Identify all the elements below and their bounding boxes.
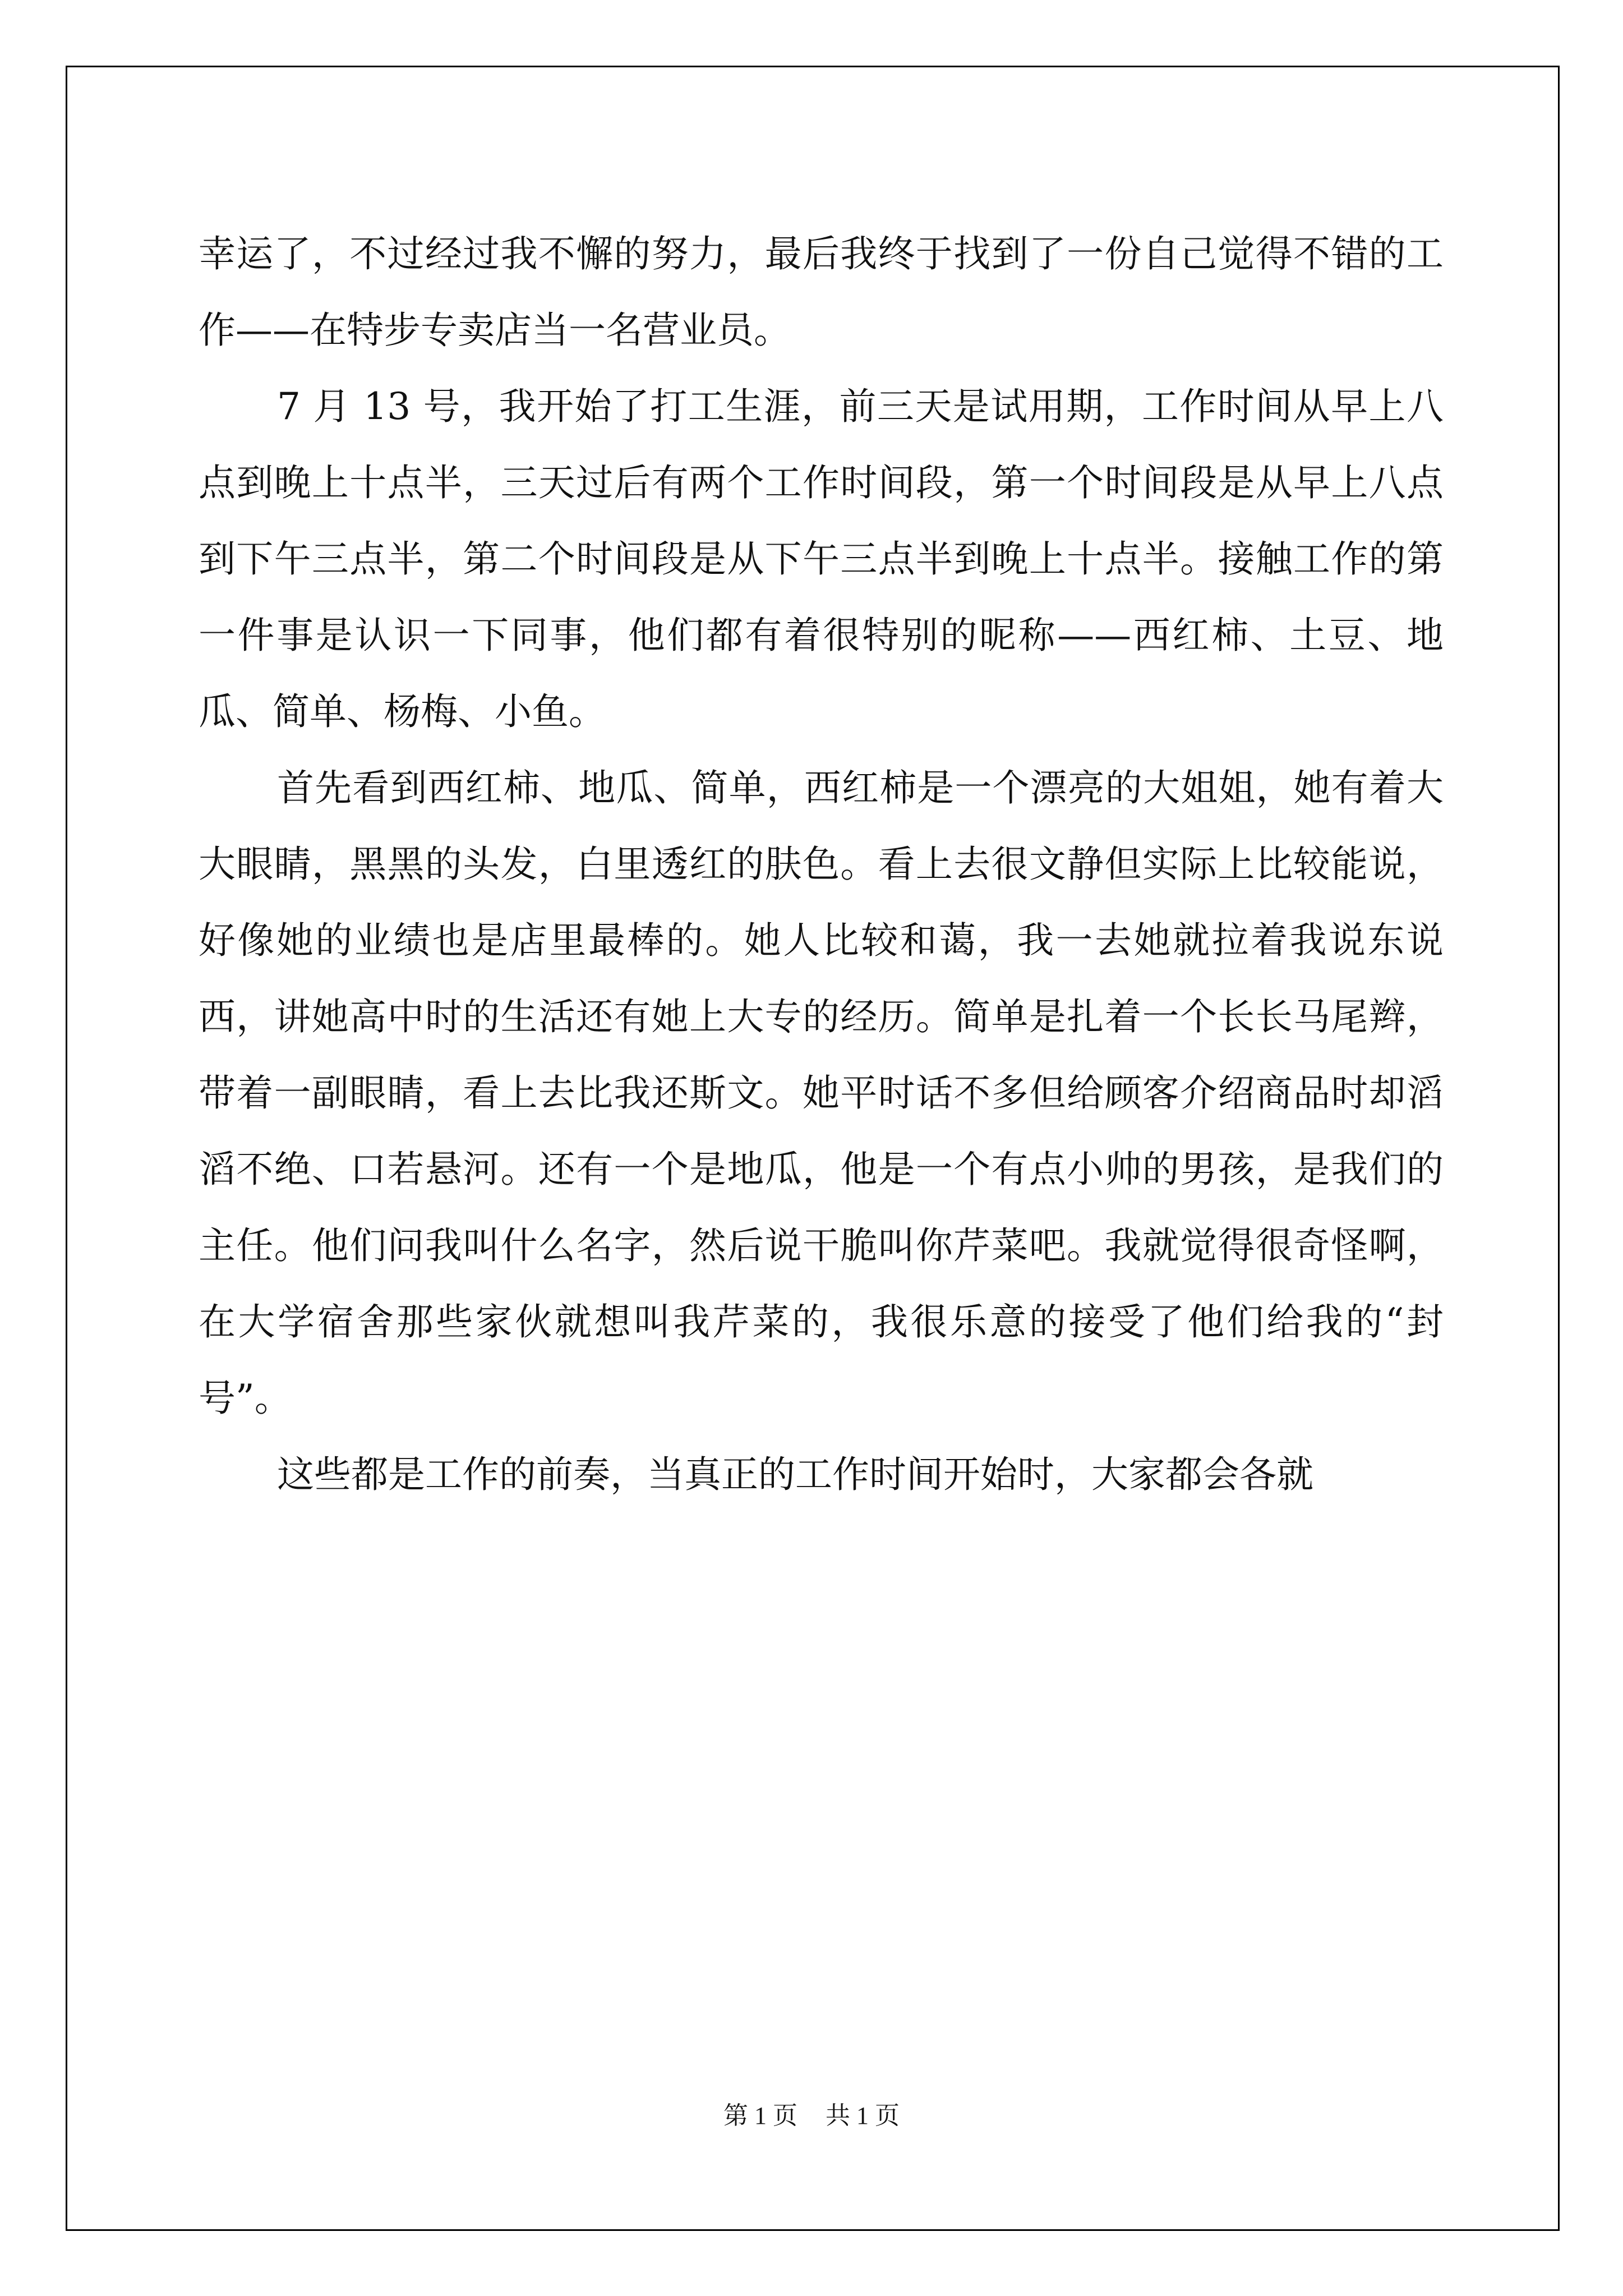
document-body [199,216,1444,1513]
page-footer [0,2095,1623,2131]
paragraph-1: 幸运了，不过经过我不懈的努力，最后我终于找到了一份自己觉得不错的工作——在特步专卖店当一名营业员。 [199,232,1444,352]
page-count: 共 1 页 [826,2102,900,2129]
paragraph-2: 7 月 13 号，我开始了打工生涯，前三天是试用期，工作时间从早上八点到晚上十点半，三天过后有两个工作时间段，第一个时间段是从早上八点到下午三点半，第二个时间段是从下午三点半到晚上十点半。接触工作的第一件事是认识一下同事，他们都有着很特别的昵称——西红柿、土豆、地瓜、简单、杨梅、小鱼。 [199,385,1444,733]
paragraph-4: 这些都是工作的前奏，当真正的工作时间开始时，大家都会各就 [277,1453,1313,1496]
page-number: 第 1 页 [723,2102,797,2129]
paragraph-3: 首先看到西红柿、地瓜、简单，西红柿是一个漂亮的大姐姐，她有着大大眼睛，黑黑的头发，白里透红的肤色。看上去很文静但实际上比较能说，好像她的业绩也是店里最棒的。她人比较和蔼，我一去她就拉着我说东说西，讲她高中时的生活还有她上大专的经历。简单是扎着一个长长马尾辫，带着一副眼睛，看上去比我还斯文。她平时话不多但给顾客介绍商品时却滔滔不绝、口若悬河。还有一个是地瓜，他是一个有点小帅的男孩，是我们的主任。他们问我叫什么名字，然后说干脆叫你芹菜吧。我就觉得很奇怪啊，在大学宿舍那些家伙就想叫我芹菜的，我很乐意的接受了他们给我的“封号”。 [199,766,1444,1420]
